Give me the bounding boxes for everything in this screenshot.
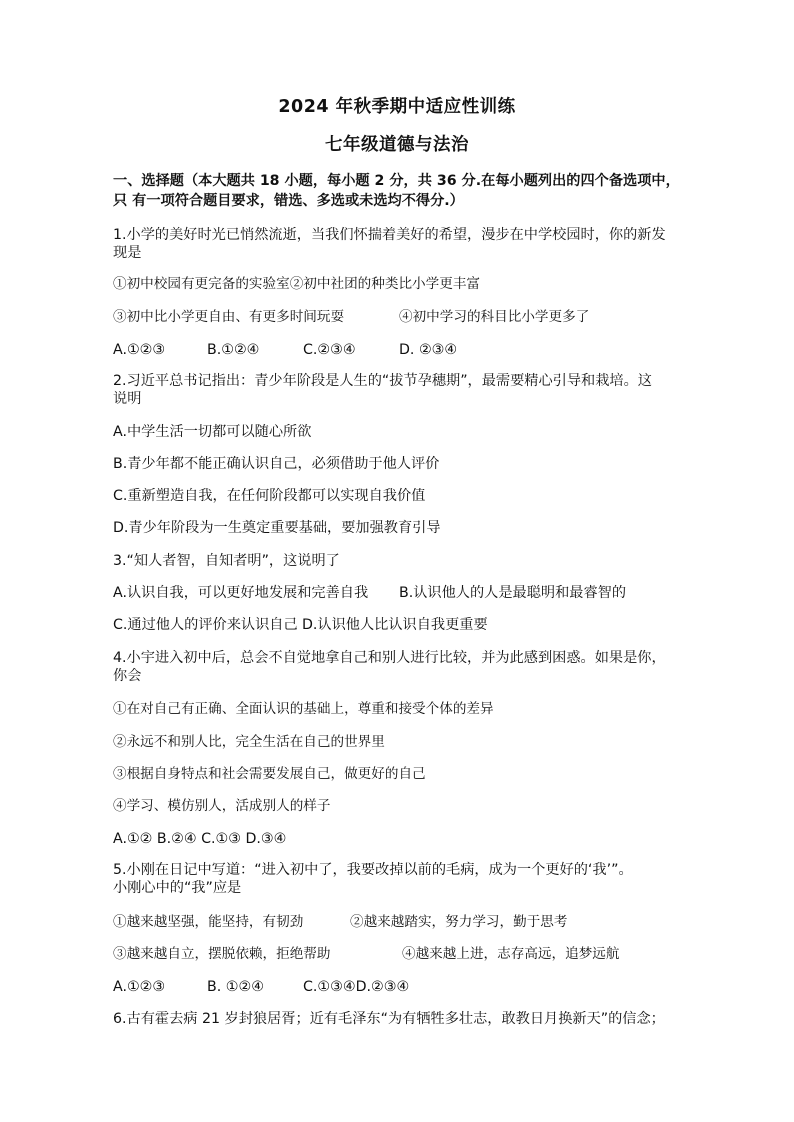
section-instruction-line-1: 一、选择题（本大题共 18 小题，每小题 2 分，共 36 分.在每小题列出的四个备选项中， [113,173,680,189]
option-d[interactable]: D.②③④ [355,979,410,995]
question-2-stem-line-2: 说明 [113,391,142,407]
question-1-stem-line-2: 现是 [113,245,142,261]
question-5-stem-line-2: 小刚心中的“我”应是 [113,880,242,896]
question-5-item-1: ①越来越坚强，能坚持，有韧劲 [113,914,304,930]
question-1-stem-line-1: 1.小学的美好时光已悄然流逝，当我们怀揣着美好的希望，漫步在中学校园时，你的新发 [113,227,666,243]
question-3-stem: 3.“知人者智，自知者明”，这说明了 [113,553,340,569]
option-a[interactable]: A.①② [113,831,153,847]
question-4-stem-line-2: 你会 [113,668,142,684]
question-2-option-b[interactable]: B.青少年都不能正确认识自己，必须借助于他人评价 [113,456,440,472]
option-d[interactable]: D. ②③④ [399,342,458,358]
option-a[interactable]: A.①②③ [113,342,166,358]
question-4-item-1: ①在对自己有正确、全面认识的基础上，尊重和接受个体的差异 [113,701,494,717]
question-4-item-3: ③根据自身特点和社会需要发展自己，做更好的自己 [113,766,426,782]
question-4-options [113,830,286,848]
question-1-options [113,341,457,359]
option-c[interactable]: C.①③ [201,831,241,847]
question-6-stem-line-1: 6.古有霍去病 21 岁封狼居胥；近有毛泽东“为有牺牲多壮志，敢教日月换新天”的信念； [113,1011,665,1027]
question-2-stem-line-1: 2.习近平总书记指出：青少年阶段是人生的“拔节孕穗期”，最需要精心引导和栽培。这 [113,373,652,389]
question-5-options [113,978,409,996]
question-2-option-a[interactable]: A.中学生活一切都可以随心所欲 [113,424,312,440]
option-b[interactable]: B.②④ [156,831,197,847]
question-2-option-d[interactable]: D.青少年阶段为一生奠定重要基础，要加强教育引导 [113,520,441,536]
question-1-item-3: ③初中比小学更自由、有更多时间玩耍 [113,309,345,325]
question-5-item-4: ④越来越上进，志存高远，追梦远航 [402,946,620,962]
question-3-option-d[interactable]: D.认识他人比认识自我更重要 [302,617,488,633]
section-instruction-line-2: 只 有一项符合题目要求，错选、多选或未选均不得分.） [113,193,464,209]
option-d[interactable]: D.③④ [245,831,287,847]
question-2-option-c[interactable]: C.重新塑造自我，在任何阶段都可以实现自我价值 [113,488,426,504]
option-c[interactable]: C.②③④ [303,342,356,358]
exam-title: 2024 年秋季期中适应性训练 [278,97,516,117]
question-4-item-2: ②永远不和别人比，完全生活在自己的世界里 [113,734,385,750]
exam-subtitle: 七年级道德与法治 [325,135,469,155]
question-5-item-2: ②越来越踏实，努力学习，勤于思考 [350,914,568,930]
question-4-item-4: ④学习、模仿别人，活成别人的样子 [113,798,331,814]
question-4-stem-line-1: 4.小宇进入初中后，总会不自觉地拿自己和别人进行比较，并为此感到困惑。如果是你， [113,650,666,666]
question-5-item-3: ③越来越自立，摆脱依赖，拒绝帮助 [113,946,331,962]
question-3-option-a[interactable]: A.认识自我，可以更好地发展和完善自我 [113,585,369,601]
option-b[interactable]: B. ①②④ [207,979,264,995]
option-b[interactable]: B.①②④ [207,342,260,358]
question-5-stem-line-1: 5.小刚在日记中写道：“进入初中了，我要改掉以前的毛病，成为一个更好的‘我’”。 [113,862,633,878]
question-3-option-b[interactable]: B.认识他人的人是最聪明和最睿智的 [399,585,627,601]
option-a[interactable]: A.①②③ [113,979,166,995]
question-1-item-1-2: ①初中校园有更完备的实验室②初中社团的种类比小学更丰富 [113,276,481,292]
option-c[interactable]: C.①③④ [303,979,356,995]
question-1-item-4: ④初中学习的科目比小学更多了 [399,309,590,325]
question-3-option-c[interactable]: C.通过他人的评价来认识自己 [113,617,298,633]
